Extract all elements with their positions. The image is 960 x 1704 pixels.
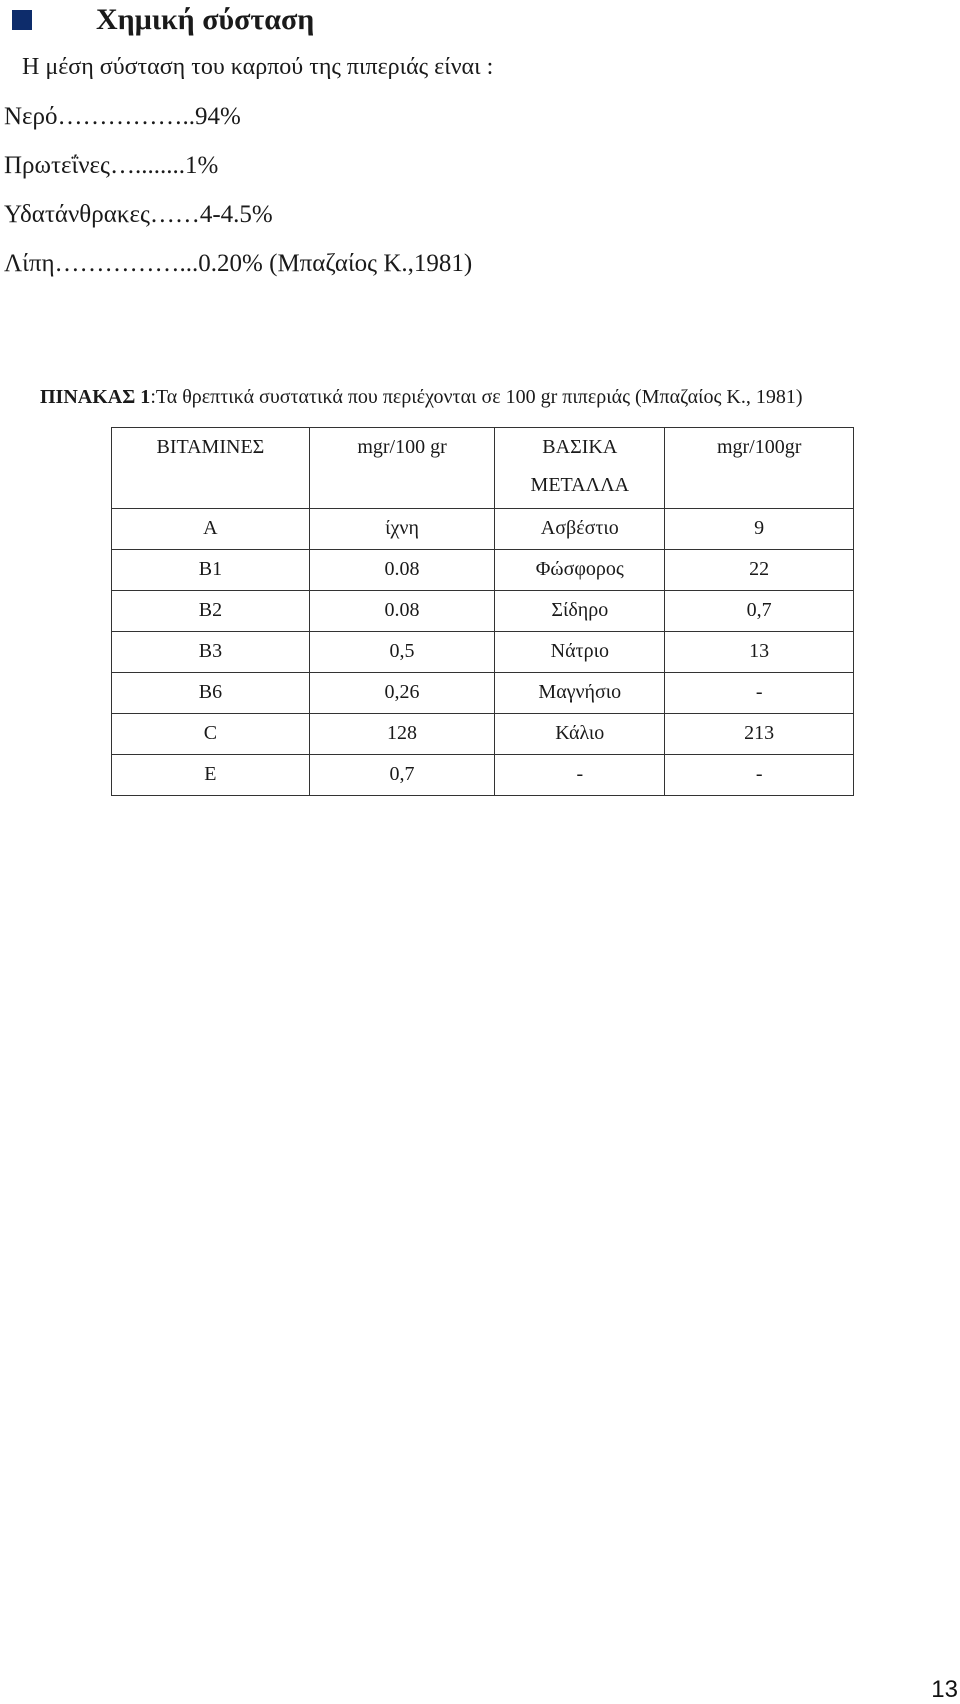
mineral-amount-cell: 9 bbox=[665, 509, 854, 550]
vitamin-cell: Β2 bbox=[112, 591, 310, 632]
mineral-cell: Φώσφορος bbox=[495, 550, 665, 591]
table-header-row bbox=[112, 428, 854, 509]
composition-carbohydrates: Υδατάνθρακες……4-4.5% bbox=[4, 201, 273, 228]
page-number: 13 bbox=[931, 1676, 958, 1703]
square-bullet-icon bbox=[12, 10, 32, 30]
mineral-cell: Μαγνήσιο bbox=[495, 673, 665, 714]
table-row bbox=[112, 591, 854, 632]
vitamin-amount-cell: 0,7 bbox=[309, 755, 494, 796]
table-caption-label: ΠΙΝΑΚΑΣ 1 bbox=[40, 386, 151, 408]
vitamin-cell: Ε bbox=[112, 755, 310, 796]
mineral-cell: Σίδηρο bbox=[495, 591, 665, 632]
header-minerals: ΒΑΣΙΚΑ ΜΕΤΑΛΛΑ bbox=[495, 428, 665, 509]
vitamin-amount-cell: 0.08 bbox=[309, 550, 494, 591]
mineral-cell: Ασβέστιο bbox=[495, 509, 665, 550]
table-row bbox=[112, 509, 854, 550]
table-row bbox=[112, 632, 854, 673]
section-title: Χημική σύσταση bbox=[96, 3, 315, 36]
intro-text: Η μέση σύσταση του καρπού της πιπεριάς είναι : bbox=[22, 54, 494, 80]
vitamin-cell: Β6 bbox=[112, 673, 310, 714]
composition-fat: Λίπη……………...0.20% (Μπαζαίος Κ.,1981) bbox=[4, 250, 473, 277]
vitamin-amount-cell: 0,26 bbox=[309, 673, 494, 714]
vitamin-cell: Β1 bbox=[112, 550, 310, 591]
mineral-cell: Νάτριο bbox=[495, 632, 665, 673]
vitamin-cell: Β3 bbox=[112, 632, 310, 673]
mineral-amount-cell: 213 bbox=[665, 714, 854, 755]
mineral-cell: - bbox=[495, 755, 665, 796]
header-minerals-amount: mgr/100gr bbox=[665, 428, 854, 509]
composition-water: Νερό……………..94% bbox=[4, 103, 241, 130]
table-row bbox=[112, 714, 854, 755]
mineral-amount-cell: 0,7 bbox=[665, 591, 854, 632]
mineral-amount-cell: 13 bbox=[665, 632, 854, 673]
table-caption bbox=[40, 386, 803, 409]
table-row bbox=[112, 755, 854, 796]
mineral-amount-cell: 22 bbox=[665, 550, 854, 591]
mineral-amount-cell: - bbox=[665, 673, 854, 714]
vitamin-amount-cell: 128 bbox=[309, 714, 494, 755]
composition-protein: Πρωτεΐνες…........1% bbox=[4, 152, 219, 179]
vitamin-cell: C bbox=[112, 714, 310, 755]
mineral-amount-cell: - bbox=[665, 755, 854, 796]
header-vitamins: ΒΙΤΑΜΙΝΕΣ bbox=[112, 428, 310, 509]
mineral-cell: Κάλιο bbox=[495, 714, 665, 755]
vitamin-amount-cell: 0,5 bbox=[309, 632, 494, 673]
table-row bbox=[112, 673, 854, 714]
nutrients-table bbox=[111, 427, 854, 796]
table-caption-text: :Τα θρεπτικά συστατικά που περιέχονται σε 100 gr πιπεριάς (Μπαζαίος Κ., 1981) bbox=[150, 386, 803, 408]
vitamin-cell: Α bbox=[112, 509, 310, 550]
header-vitamins-amount: mgr/100 gr bbox=[309, 428, 494, 509]
vitamin-amount-cell: ίχνη bbox=[309, 509, 494, 550]
section-heading bbox=[12, 0, 314, 40]
table-row bbox=[112, 550, 854, 591]
vitamin-amount-cell: 0.08 bbox=[309, 591, 494, 632]
